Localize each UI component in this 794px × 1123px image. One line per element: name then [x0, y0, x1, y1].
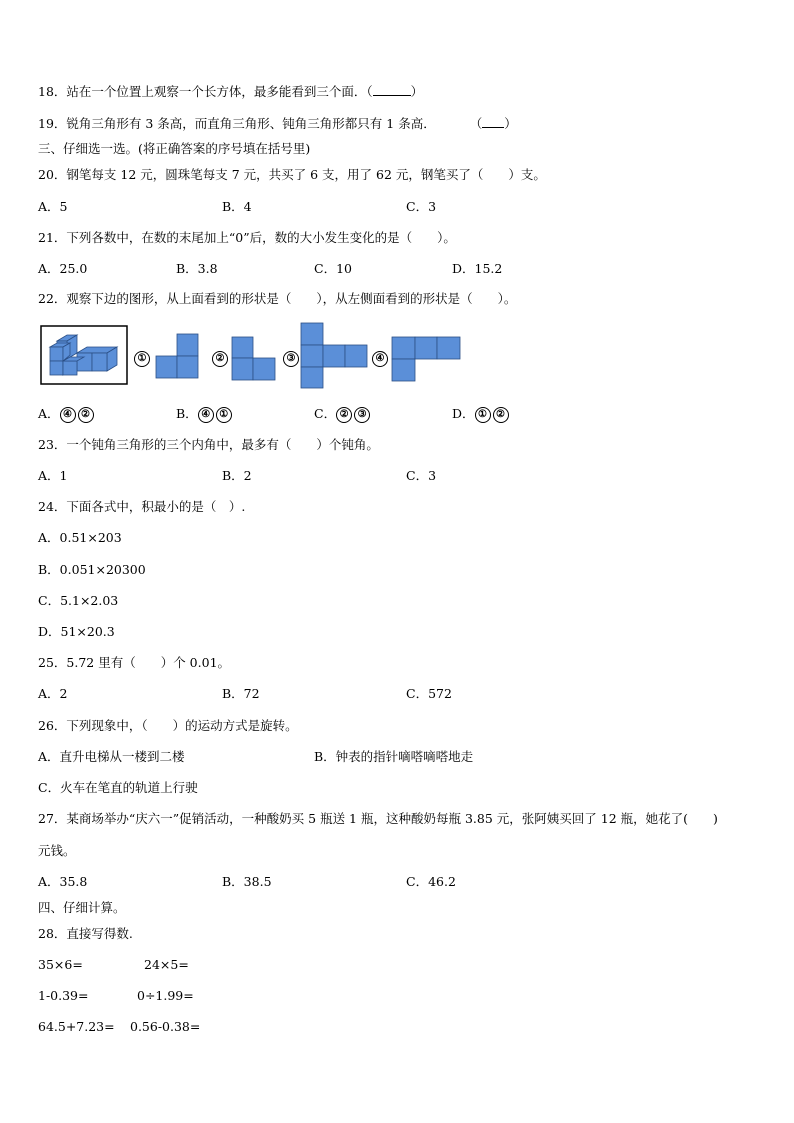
question-28: 28．直接写得数. [38, 926, 133, 941]
answer-blank[interactable] [373, 83, 411, 96]
figure-4-label: ④ [372, 348, 390, 367]
option-b[interactable]: B．4 [222, 199, 252, 214]
figure-2-label: ② [212, 348, 230, 367]
answer-blank[interactable] [482, 115, 504, 128]
option-c[interactable]: C．火车在笔直的轨道上行驶 [38, 780, 198, 795]
figure-4-view [391, 336, 461, 382]
option-c[interactable]: C． ② ③ [314, 406, 372, 423]
figure-1-view [155, 333, 199, 379]
question-25: 25．5.72 里有（ ）个 0.01。 [38, 655, 231, 670]
question-18: 18．站在一个位置上观察一个长方体，最多能看到三个面．（ ） [38, 84, 424, 99]
calc-item: 24×5= [144, 957, 189, 972]
option-a[interactable]: A． ④ ② [38, 406, 96, 423]
calc-item: 35×6= [38, 957, 83, 972]
question-20: 20．钢笔每支 12 元，圆珠笔每支 7 元，共买了 6 支，用了 62 元，钢笔买了（ ）支。 [38, 167, 546, 182]
option-b[interactable]: B．38.5 [222, 874, 272, 889]
option-b[interactable]: B．3.8 [176, 261, 218, 276]
calc-item: 1-0.39= [38, 988, 89, 1003]
question-18-text: 18．站在一个位置上观察一个长方体，最多能看到三个面．（ [38, 84, 373, 99]
figure-2-view [231, 336, 276, 381]
question-27: 27．某商场举办“庆六一”促销活动，一种酸奶买 5 瓶送 1 瓶，这种酸奶每瓶 3.85 元，张阿姨买回了 12 瓶，她花了( ) [38, 811, 718, 826]
figure-3-label: ③ [283, 348, 301, 367]
option-c[interactable]: C．10 [314, 261, 352, 276]
section-4-heading: 四、仔细计算。 [38, 900, 126, 915]
option-a[interactable]: A．25.0 [38, 261, 88, 276]
calc-item: 0÷1.99= [137, 988, 194, 1003]
option-b[interactable]: B． ④ ① [176, 406, 234, 423]
option-b[interactable]: B．72 [222, 686, 260, 701]
section-3-heading: 三、仔细选一选。(将正确答案的序号填在括号里) [38, 141, 311, 156]
cube-stack-figure [40, 325, 128, 385]
option-c[interactable]: C．46.2 [406, 874, 456, 889]
option-b[interactable]: B．0.051×20300 [38, 562, 146, 577]
question-24: 24．下面各式中，积最小的是（ ）. [38, 499, 246, 514]
question-23: 23．一个钝角三角形的三个内角中，最多有（ ）个钝角。 [38, 437, 379, 452]
option-c[interactable]: C．572 [406, 686, 452, 701]
option-a[interactable]: A．0.51×203 [38, 530, 122, 545]
question-19: 19．锐角三角形有 3 条高，而直角三角形、钝角三角形都只有 1 条高． （ ） [38, 116, 517, 131]
option-a[interactable]: A．1 [38, 468, 68, 483]
question-27-continued: 元钱。 [38, 843, 76, 858]
option-d[interactable]: D． ① ② [452, 406, 511, 423]
option-c[interactable]: C．3 [406, 199, 437, 214]
option-a[interactable]: A．5 [38, 199, 68, 214]
option-c[interactable]: C．5.1×2.03 [38, 593, 119, 608]
option-a[interactable]: A．2 [38, 686, 68, 701]
option-d[interactable]: D．15.2 [452, 261, 503, 276]
option-d[interactable]: D．51×20.3 [38, 624, 115, 639]
option-a[interactable]: A．直升电梯从一楼到二楼 [38, 749, 185, 764]
option-a[interactable]: A．35.8 [38, 874, 88, 889]
option-b[interactable]: B．钟表的指针嘀嗒嘀嗒地走 [314, 749, 474, 764]
question-19-text: 19．锐角三角形有 3 条高，而直角三角形、钝角三角形都只有 1 条高． [38, 116, 436, 131]
calc-item: 0.56-0.38= [130, 1019, 201, 1034]
calc-item: 64.5+7.23= [38, 1019, 115, 1034]
question-22: 22．观察下边的图形，从上面看到的形状是（ ），从左侧面看到的形状是（ ）。 [38, 291, 517, 306]
question-21: 21．下列各数中，在数的末尾加上“0”后，数的大小发生变化的是（ ）。 [38, 230, 456, 245]
option-c[interactable]: C．3 [406, 468, 437, 483]
figure-3-view [300, 322, 369, 389]
question-26: 26．下列现象中，（ ）的运动方式是旋转。 [38, 718, 298, 733]
option-b[interactable]: B．2 [222, 468, 252, 483]
figure-1-label: ① [134, 348, 152, 367]
